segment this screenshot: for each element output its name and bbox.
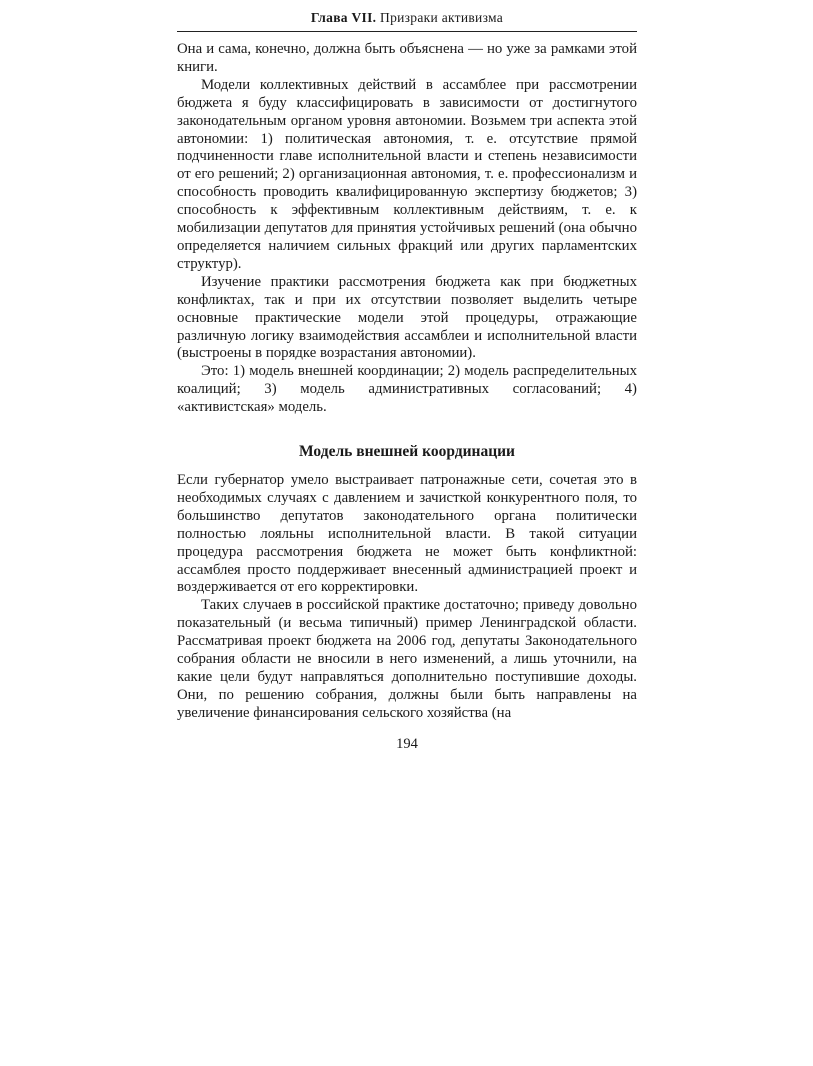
- paragraph: Если губернатор умело выстраивает патронажные сети, сочетая это в необходимых случаях с давлением и зачисткой конкурентного поля, то большинство депутатов законодательного органа политически полностью лояльны исполнительной власти. В такой ситуации процедура рассмотрения бюджета не может быть конфликтной: ассамблея просто поддерживает внесенный администрацией проект и воздерживается от его корректировки.: [177, 472, 637, 596]
- section-heading: Модель внешней координации: [299, 443, 515, 461]
- paragraph: Изучение практики рассмотрения бюджета как при бюджетных конфликтах, так и при их отсутствии позволяет выделить четыре основные практические модели этой процедуры, отражающие различную логику взаимодействия ассамблеи и исполнительной власти (выстроены в порядке возрастания автономии).: [177, 273, 637, 362]
- paragraph: Таких случаев в российской практике достаточно; приведу довольно показательный (и весьма типичный) пример Ленинградской области. Рассматривая проект бюджета на 2006 год, депутаты Законодательного собрания области не вносили в него изменений, а лишь уточнили, на какие цели будут направляться дополнительно поступившие доходы. Они, по решению собрания, должны были быть направлены на увеличение финансирования сельского хозяйства (на: [177, 597, 637, 721]
- chapter-label: Глава VII.: [310, 10, 377, 25]
- paragraph: Это: 1) модель внешней координации; 2) модель распределительных коалиций; 3) модель административных согласований; 4) «активистская» модель.: [177, 363, 637, 416]
- chapter-title: Призраки активизма: [380, 10, 504, 25]
- running-header: [177, 10, 637, 32]
- paragraph: Модели коллективных действий в ассамблее при рассмотрении бюджета я буду классифицировать в зависимости от достигнутого законодательным органом уровня автономии. Возьмем три аспекта этой автономии: 1) политическая автономия, т. е. отсутствие прямой подчиненности главе исполнительной власти и степень независимости от его решений; 2) организационная автономия, т. е. профессионализм и способность проводить квалифицированную экспертизу бюджетов; 3) способность к эффективным коллективным действиям, т. е. к мобилизации депутатов для принятия устойчивых решений (она обычно определяется наличием сильных фракций или других парламентских структур).: [177, 76, 637, 272]
- book-page: [177, 10, 637, 753]
- page-number: 194: [396, 735, 418, 752]
- paragraph-continuation: Она и сама, конечно, должна быть объяснена — но уже за рамками этой книги.: [177, 41, 637, 75]
